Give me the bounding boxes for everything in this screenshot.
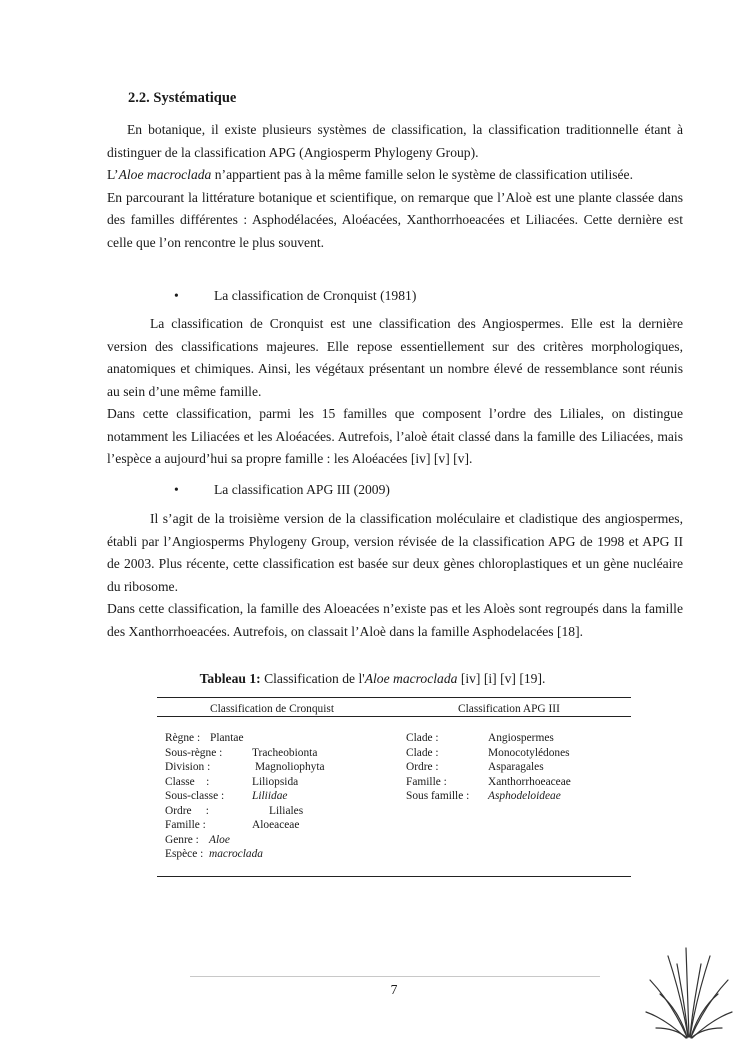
rank-value: Angiospermes [488, 732, 554, 744]
table-row [406, 746, 626, 761]
apg-paragraph-1: Il s’agit de la troisième version de la classification moléculaire et cladistique des angiospermes, établi par l’Angiosperms Phylogeny Group, version révisée de la classification APG de 1998 et APG II de 2003. Plus récente, cette classification est basée sur deux gènes chloroplastiques et un gène nucléaire du ribosome. [107, 511, 683, 594]
rank-label: Sous-règne : [165, 746, 223, 759]
bullet-dot: • [174, 482, 179, 497]
species-name: Aloe macroclada [118, 167, 212, 182]
table-row [165, 818, 395, 833]
rank-label: Ordre : [406, 761, 439, 773]
rank-value: Asphodeloideae [488, 790, 561, 802]
table-row [165, 833, 395, 848]
table-caption [0, 671, 745, 687]
intro-paragraph-2 [107, 164, 683, 187]
intro-p2-suffix: n’appartient pas à la même famille selon le système de classification utilisée. [211, 167, 633, 182]
caption-species: Aloe macroclada [364, 671, 458, 686]
section-heading: 2.2. Systématique [128, 90, 237, 106]
column-header-apg: Classification APG III [458, 703, 560, 715]
rank-label: Règne : [165, 732, 201, 744]
rank-value: Liliales [269, 804, 304, 817]
footer-divider [190, 976, 600, 977]
table-row [406, 731, 626, 746]
rank-value: Xanthorrhoeaceae [488, 775, 571, 788]
rank-value: Monocotylédones [488, 746, 570, 759]
rank-value: Aloe [209, 833, 230, 846]
bullet-cronquist-title: La classification de Cronquist (1981) [214, 288, 417, 303]
column-header-cronquist: Classification de Cronquist [210, 703, 335, 715]
bullet-cronquist [174, 288, 416, 304]
table-row [406, 775, 626, 790]
rank-value: Magnoliophyta [255, 761, 325, 773]
table-header-rule [157, 716, 631, 717]
cronquist-paragraph-1: La classification de Cronquist est une classification des Angiospermes. Elle est la dernière version des classifications majeures. Elle repose essentiellement sur des critères morphologiques, anatomiques et chimiques. Ainsi, les végétaux présentant un nombre élevé de ressemblance sont réunis au sein d’une même famille. [107, 316, 683, 399]
table-bottom-rule [157, 876, 631, 877]
cronquist-paragraph-2: Dans cette classification, parmi les 15 familles que composent l’ordre des Liliales, on distingue notamment les Liliacées et les Aloéacées. Autrefois, l’aloè était classé dans la famille des Liliacées, mais l’espèce a aujourd’hui sa propre famille : les Aloéacées [iv] [v] [v]. [107, 406, 683, 466]
table-row [165, 731, 395, 746]
caption-text: Classification de l' [260, 671, 365, 686]
rank-value: Aloeaceae [252, 819, 300, 831]
table-row [165, 775, 395, 790]
bullet-dot: • [174, 288, 179, 303]
apg-paragraph-2: Dans cette classification, la famille des Aloeacées n’existe pas et les Aloès sont regroupés dans la famille des Xanthorrhoeacées. Autrefois, on classait l’Aloè dans la famille Asphodelacées [18]. [107, 601, 683, 639]
table-row [165, 789, 395, 804]
cronquist-text [107, 313, 683, 471]
bullet-apg-title: La classification APG III (2009) [214, 482, 390, 497]
apg-text [107, 508, 683, 643]
intro-p2-prefix: L’ [107, 167, 119, 182]
table-row [165, 804, 395, 819]
rank-value: Asparagales [488, 761, 544, 773]
intro-text [107, 119, 683, 254]
bullet-apg [174, 482, 390, 498]
rank-label: Clade : [406, 732, 439, 744]
rank-label: Division : [165, 761, 211, 773]
caption-refs: [iv] [i] [v] [19]. [457, 671, 546, 686]
rank-label: Espèce : [165, 848, 204, 860]
intro-paragraph-1: En botanique, il existe plusieurs systèmes de classification, la classification traditionnelle étant à distinguer de la classification APG (Angiosperm Phylogeny Group). [107, 122, 683, 160]
rank-label: Genre : [165, 833, 199, 846]
classification-table [157, 697, 631, 877]
table-row [165, 760, 395, 775]
rank-value: Plantae [210, 732, 244, 744]
aloe-plant-icon [644, 942, 734, 1042]
caption-label: Tableau 1: [199, 671, 261, 686]
rank-label: Famille : [406, 775, 447, 788]
rank-value: Liliidae [252, 790, 288, 802]
apg-column [406, 731, 626, 804]
rank-value: Tracheobionta [252, 746, 318, 759]
rank-label: Ordre : [165, 804, 209, 817]
table-row [406, 760, 626, 775]
cronquist-column [165, 731, 395, 862]
table-row [165, 746, 395, 761]
rank-label: Clade : [406, 746, 439, 759]
table-row [165, 847, 395, 862]
rank-value: macroclada [209, 848, 263, 860]
page-number: 7 [390, 982, 398, 997]
rank-label: Famille : [165, 819, 206, 831]
rank-label: Sous-classe : [165, 790, 225, 802]
table-row [406, 789, 626, 804]
rank-value: Liliopsida [252, 775, 299, 788]
rank-label: Classe : [165, 775, 210, 788]
table-top-rule [157, 697, 631, 698]
rank-label: Sous famille : [406, 790, 470, 802]
intro-paragraph-3: En parcourant la littérature botanique et scientifique, on remarque que l’Aloè est une plante classée dans des familles différentes : Asphodélacées, Aloéacées, Xanthorrhoeacées et Liliacées. Cette dernière est celle que l’on rencontre le plus souvent. [107, 189, 683, 250]
